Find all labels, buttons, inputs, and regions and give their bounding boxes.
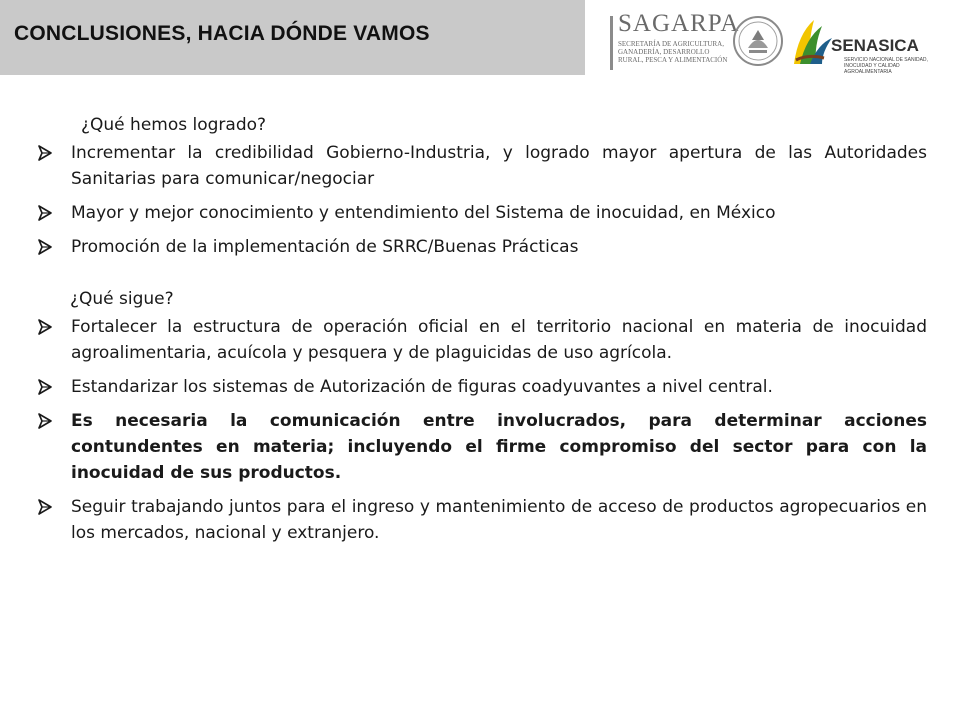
list-item: [37, 140, 927, 192]
list-item: [37, 200, 927, 226]
list-item-text: Es necesaria la comunicación entre involucrados, para determinar acciones contundentes en materia; incluyendo el firme compromiso del sector para con la inocuidad de sus productos.: [71, 411, 927, 483]
sagarpa-logo: [600, 10, 740, 64]
header-logos: [600, 10, 950, 75]
sagarpa-divider: [610, 16, 613, 70]
slide-title: CONCLUSIONES, HACIA DÓNDE VAMOS: [14, 22, 430, 45]
list-item: [37, 408, 927, 486]
list-item-text: Mayor y mejor conocimiento y entendimiento del Sistema de inocuidad, en México: [71, 203, 776, 223]
section-heading-next: ¿Qué sigue?: [70, 289, 174, 309]
arrow-bullet-icon: [37, 379, 53, 395]
senasica-subtitle: SERVICIO NACIONAL DE SANIDAD, INOCUIDAD Y CALIDAD AGROALIMENTARIA: [844, 57, 928, 75]
arrow-bullet-icon: [37, 145, 53, 161]
list-item: [37, 314, 927, 366]
list-item: [37, 374, 927, 400]
list-item: [37, 494, 927, 546]
section-heading-achieved: ¿Qué hemos logrado?: [81, 115, 267, 135]
senasica-name: SENASICA: [831, 36, 919, 55]
sagarpa-subtitle: SECRETARÍA DE AGRICULTURA, GANADERÍA, DESARROLLO RURAL, PESCA Y ALIMENTACIÓN: [618, 40, 728, 64]
arrow-bullet-icon: [37, 205, 53, 221]
slide-content: [37, 112, 927, 554]
arrow-bullet-icon: [37, 413, 53, 429]
list-item-text: Promoción de la implementación de SRRC/Buenas Prácticas: [71, 237, 579, 257]
sagarpa-name: SAGARPA: [618, 10, 740, 37]
list-item: [37, 234, 927, 260]
list-item-text: Estandarizar los sistemas de Autorización de figuras coadyuvantes a nivel central.: [71, 377, 773, 397]
arrow-bullet-icon: [37, 499, 53, 515]
arrow-bullet-icon: [37, 319, 53, 335]
list-item-text: Incrementar la credibilidad Gobierno-Industria, y logrado mayor apertura de las Autoridades Sanitarias para comunicar/negociar: [71, 143, 927, 189]
list-item-text: Fortalecer la estructura de operación oficial en el territorio nacional en materia de inocuidad agroalimentaria, acuícola y pesquera y de plaguicidas de uso agrícola.: [71, 317, 927, 363]
title-bar: [0, 0, 585, 75]
mexico-seal-icon: [732, 10, 784, 76]
arrow-bullet-icon: [37, 239, 53, 255]
list-item-text: Seguir trabajando juntos para el ingreso y mantenimiento de acceso de productos agropecuarios en los mercados, nacional y extranjero.: [71, 497, 927, 543]
